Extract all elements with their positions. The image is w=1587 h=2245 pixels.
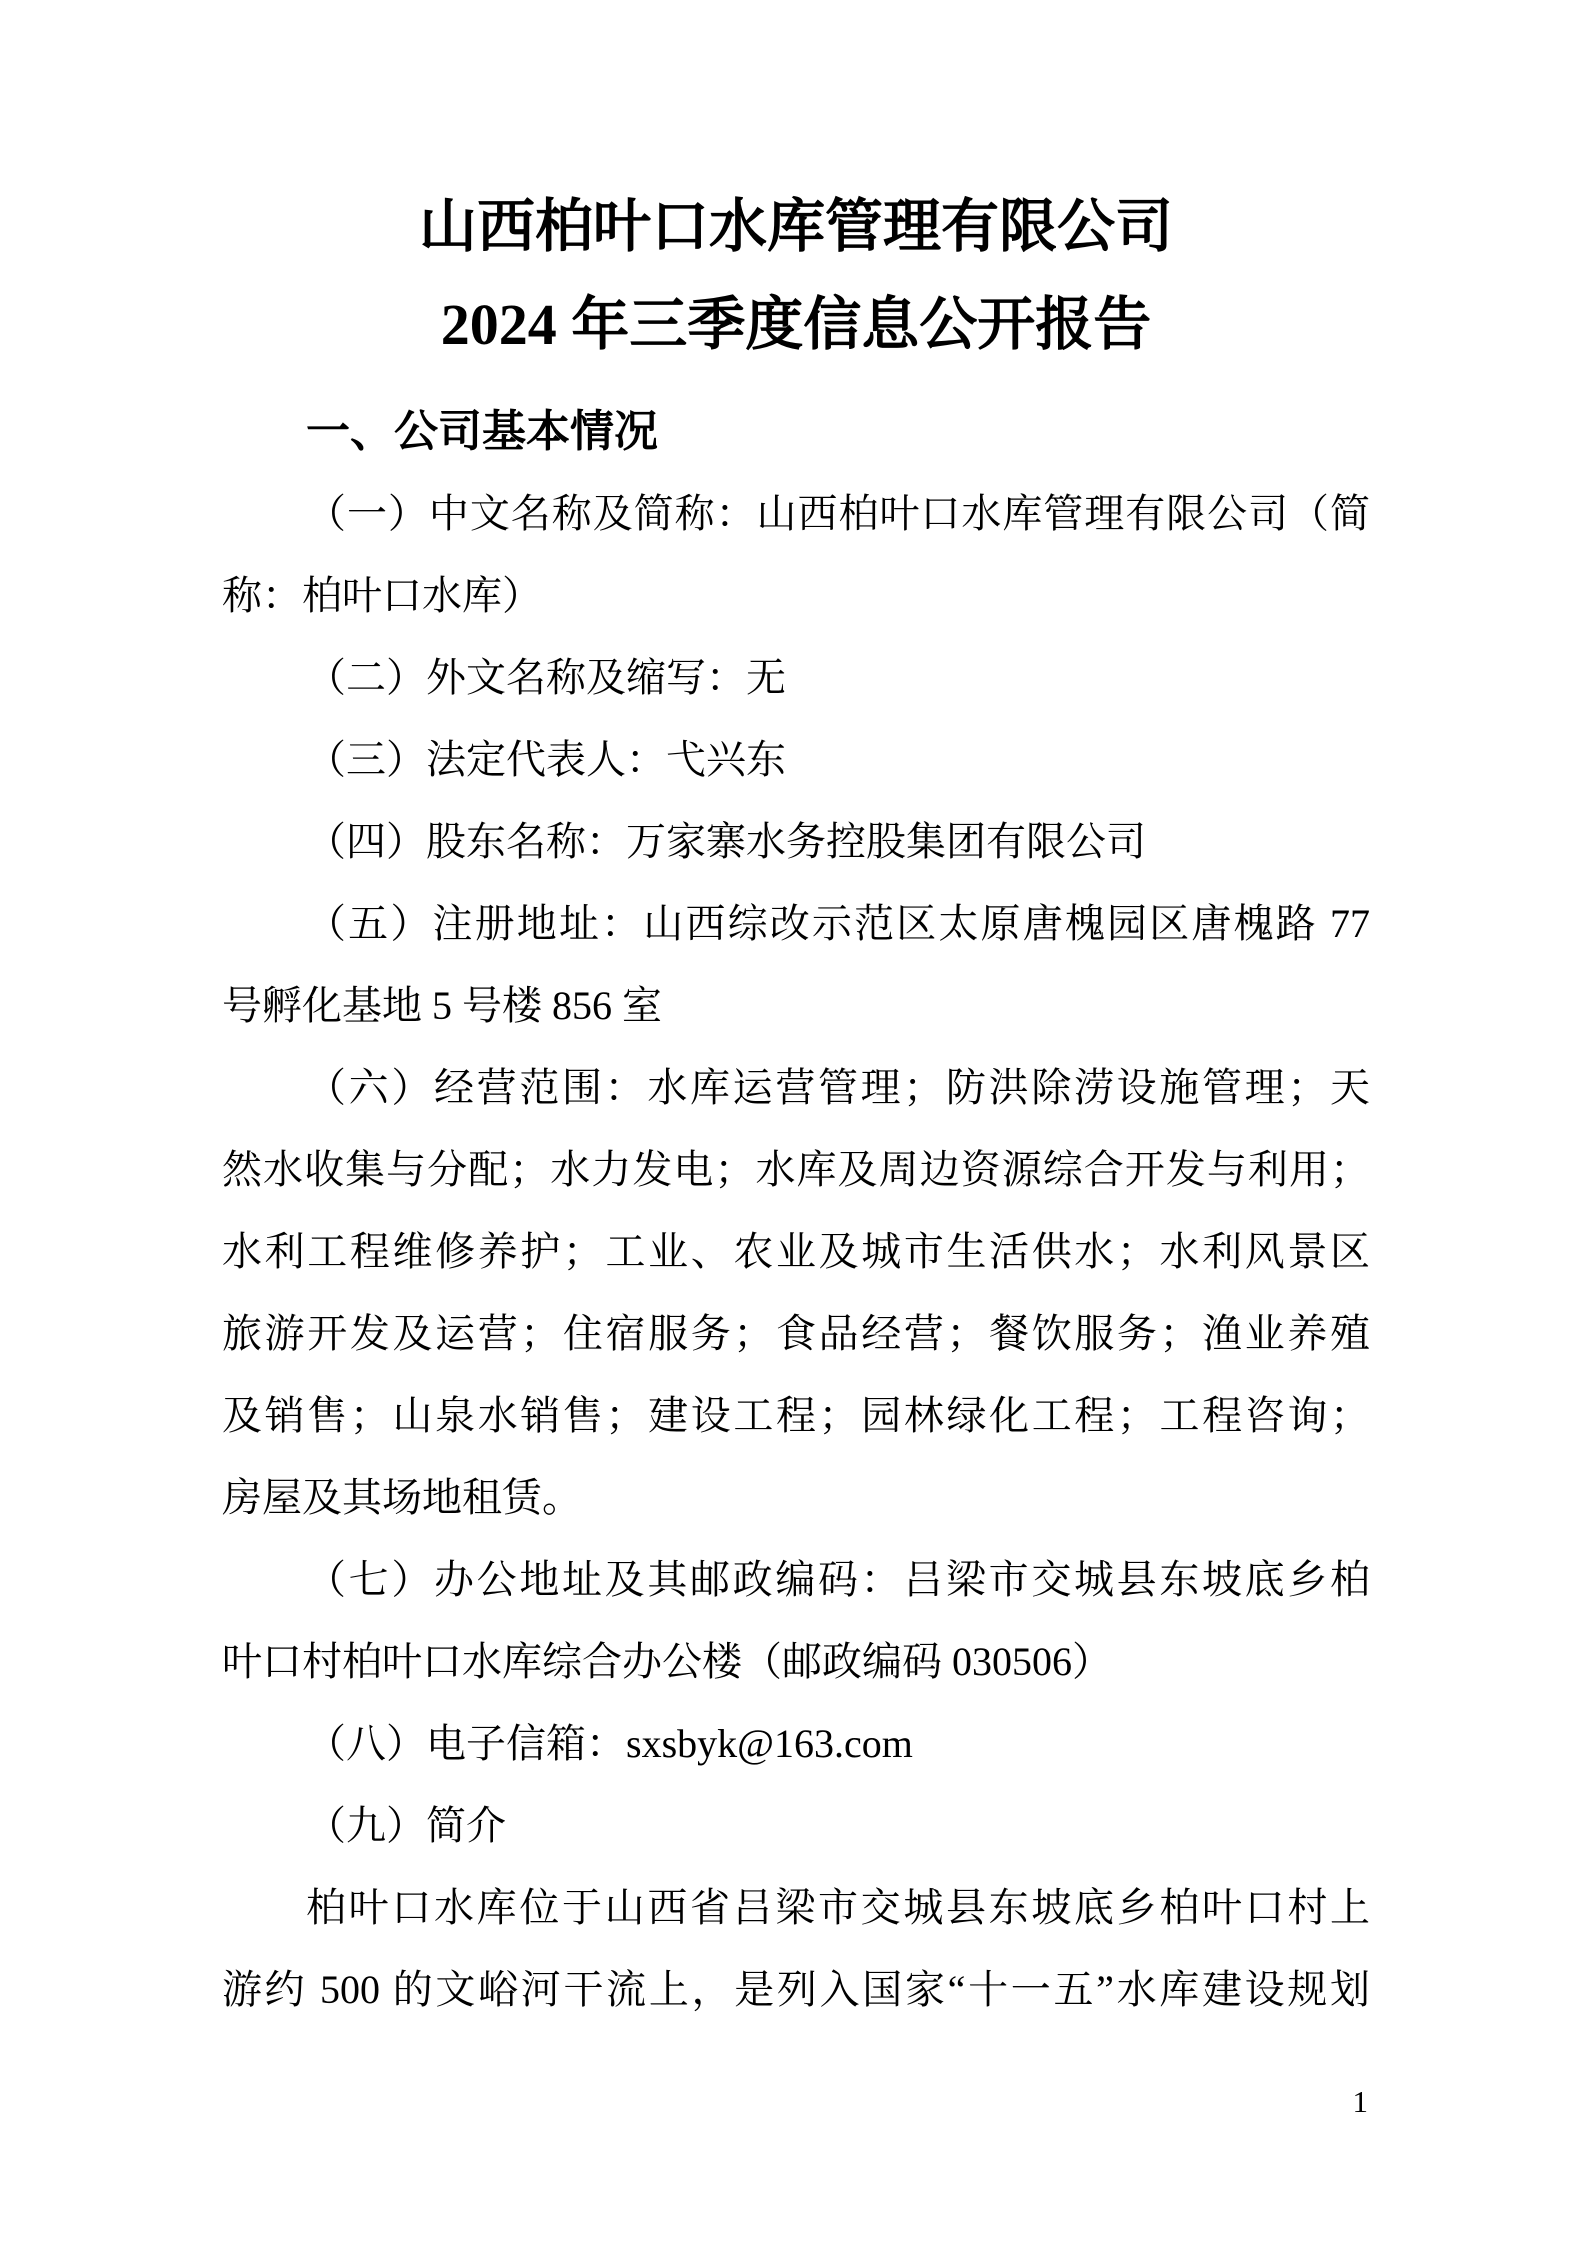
- body-line: 号孵化基地 5 号楼 856 室: [222, 983, 662, 1028]
- paragraph: [222, 473, 1370, 637]
- body-line: （一）中文名称及简称：山西柏叶口水库管理有限公司（简: [306, 491, 1370, 536]
- page-number: 1: [1352, 2084, 1368, 2119]
- body-line: （九）简介: [306, 1803, 506, 1848]
- body-line: 游约 500 的文峪河干流上，是列入国家“十一五”水库建设规划: [222, 1967, 1370, 2012]
- body-line: 旅游开发及运营；住宿服务；食品经营；餐饮服务；渔业养殖: [222, 1311, 1370, 1356]
- paragraph: [222, 883, 1370, 1047]
- section-heading: 一、公司基本情况: [306, 407, 658, 456]
- document-title-line-1: 山西柏叶口水库管理有限公司: [418, 194, 1173, 259]
- body-line: 称：柏叶口水库）: [222, 573, 542, 618]
- body-line: 房屋及其场地租赁。: [222, 1475, 582, 1520]
- body-line: （三）法定代表人：弋兴东: [306, 737, 786, 782]
- paragraph: [222, 1867, 1370, 2031]
- paragraph: [222, 637, 1370, 719]
- document-body: [222, 473, 1370, 2031]
- body-line: （六）经营范围：水库运营管理；防洪除涝设施管理；天: [306, 1065, 1370, 1110]
- body-line: 然水收集与分配；水力发电；水库及周边资源综合开发与利用；: [222, 1147, 1370, 1192]
- body-line: 水利工程维修养护；工业、农业及城市生活供水；水利风景区: [222, 1229, 1370, 1274]
- body-line: （二）外文名称及缩写：无: [306, 655, 786, 700]
- paragraph: [222, 1785, 1370, 1867]
- body-line: 叶口村柏叶口水库综合办公楼（邮政编码 030506）: [222, 1639, 1112, 1684]
- body-line: （五）注册地址：山西综改示范区太原唐槐园区唐槐路 77: [306, 901, 1370, 946]
- paragraph: [222, 1703, 1370, 1785]
- document-title-line-2: 2024 年三季度信息公开报告: [440, 292, 1152, 357]
- body-line: 柏叶口水库位于山西省吕梁市交城县东坡底乡柏叶口村上: [306, 1885, 1370, 1930]
- document-content: [222, 178, 1370, 2031]
- paragraph: [222, 719, 1370, 801]
- body-line: （八）电子信箱：sxsbyk@163.com: [306, 1721, 913, 1766]
- body-line: （四）股东名称：万家寨水务控股集团有限公司: [306, 819, 1146, 864]
- paragraph: [222, 1539, 1370, 1703]
- body-line: 及销售；山泉水销售；建设工程；园林绿化工程；工程咨询；: [222, 1393, 1370, 1438]
- paragraph: [222, 1047, 1370, 1539]
- paragraph: [222, 801, 1370, 883]
- body-line: （七）办公地址及其邮政编码：吕梁市交城县东坡底乡柏: [306, 1557, 1370, 1602]
